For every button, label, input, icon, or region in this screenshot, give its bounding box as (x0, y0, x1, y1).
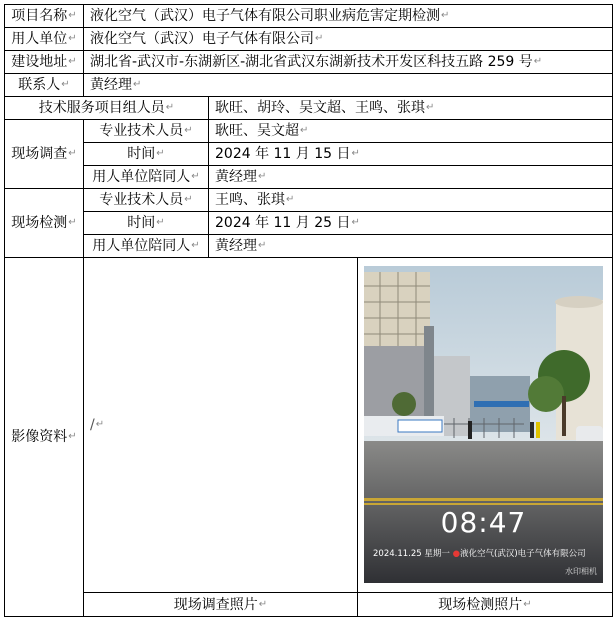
detection-escort-value: 黄经理 ↵ (208, 234, 613, 258)
photo-watermark: 水印相机 (565, 567, 597, 576)
survey-escort-label: 用人单位陪同人 ↵ (83, 165, 209, 189)
project-name-value: 液化空气（武汉）电子气体有限公司职业病危害定期检测 ↵ (83, 4, 613, 28)
survey-time-value: 2024 年 11 月 15 日 ↵ (208, 142, 613, 166)
survey-time-label: 时间 ↵ (83, 142, 209, 166)
detection-time-value: 2024 年 11 月 25 日 ↵ (208, 211, 613, 235)
employer-label: 用人单位 ↵ (4, 27, 84, 51)
location-pin-icon: ● (452, 549, 460, 559)
employer-value: 液化空气（武汉）电子气体有限公司 ↵ (83, 27, 613, 51)
project-name-label: 项目名称 ↵ (4, 4, 84, 28)
detection-escort-label: 用人单位陪同人 ↵ (83, 234, 209, 258)
detection-time-label: 时间 ↵ (83, 211, 209, 235)
survey-photo-caption: 现场调查照片 ↵ (83, 592, 358, 617)
detection-label: 现场检测 ↵ (4, 188, 84, 258)
detection-photo-caption: 现场检测照片 ↵ (357, 592, 613, 617)
survey-tech-label: 专业技术人员 ↵ (83, 119, 209, 143)
photo-clock: 08:47 (440, 506, 527, 539)
photo-timestamp: 2024.11.25 星期一 ●液化空气(武汉)电子气体有限公司 (373, 549, 586, 559)
detection-tech-label: 专业技术人员 ↵ (83, 188, 209, 212)
survey-escort-value: 黄经理 ↵ (208, 165, 613, 189)
survey-tech-value: 耿旺、吴文超 ↵ (208, 119, 613, 143)
contact-value: 黄经理 ↵ (83, 73, 613, 97)
detection-site-photo (364, 266, 603, 583)
address-value: 湖北省-武汉市-东湖新区-湖北省武汉东湖新技术开发区科技五路 259 号 ↵ (83, 50, 613, 74)
team-label: 技术服务项目组人员 ↵ (4, 96, 209, 120)
contact-label: 联系人 ↵ (4, 73, 84, 97)
address-label: 建设地址 ↵ (4, 50, 84, 74)
detection-tech-value: 王鸣、张琪 ↵ (208, 188, 613, 212)
team-value: 耿旺、胡玲、吴文超、王鸣、张琪 ↵ (208, 96, 613, 120)
images-label: 影像资料 ↵ (4, 257, 84, 617)
survey-photo-cell: / ↵ (83, 257, 358, 593)
survey-label: 现场调查 ↵ (4, 119, 84, 189)
